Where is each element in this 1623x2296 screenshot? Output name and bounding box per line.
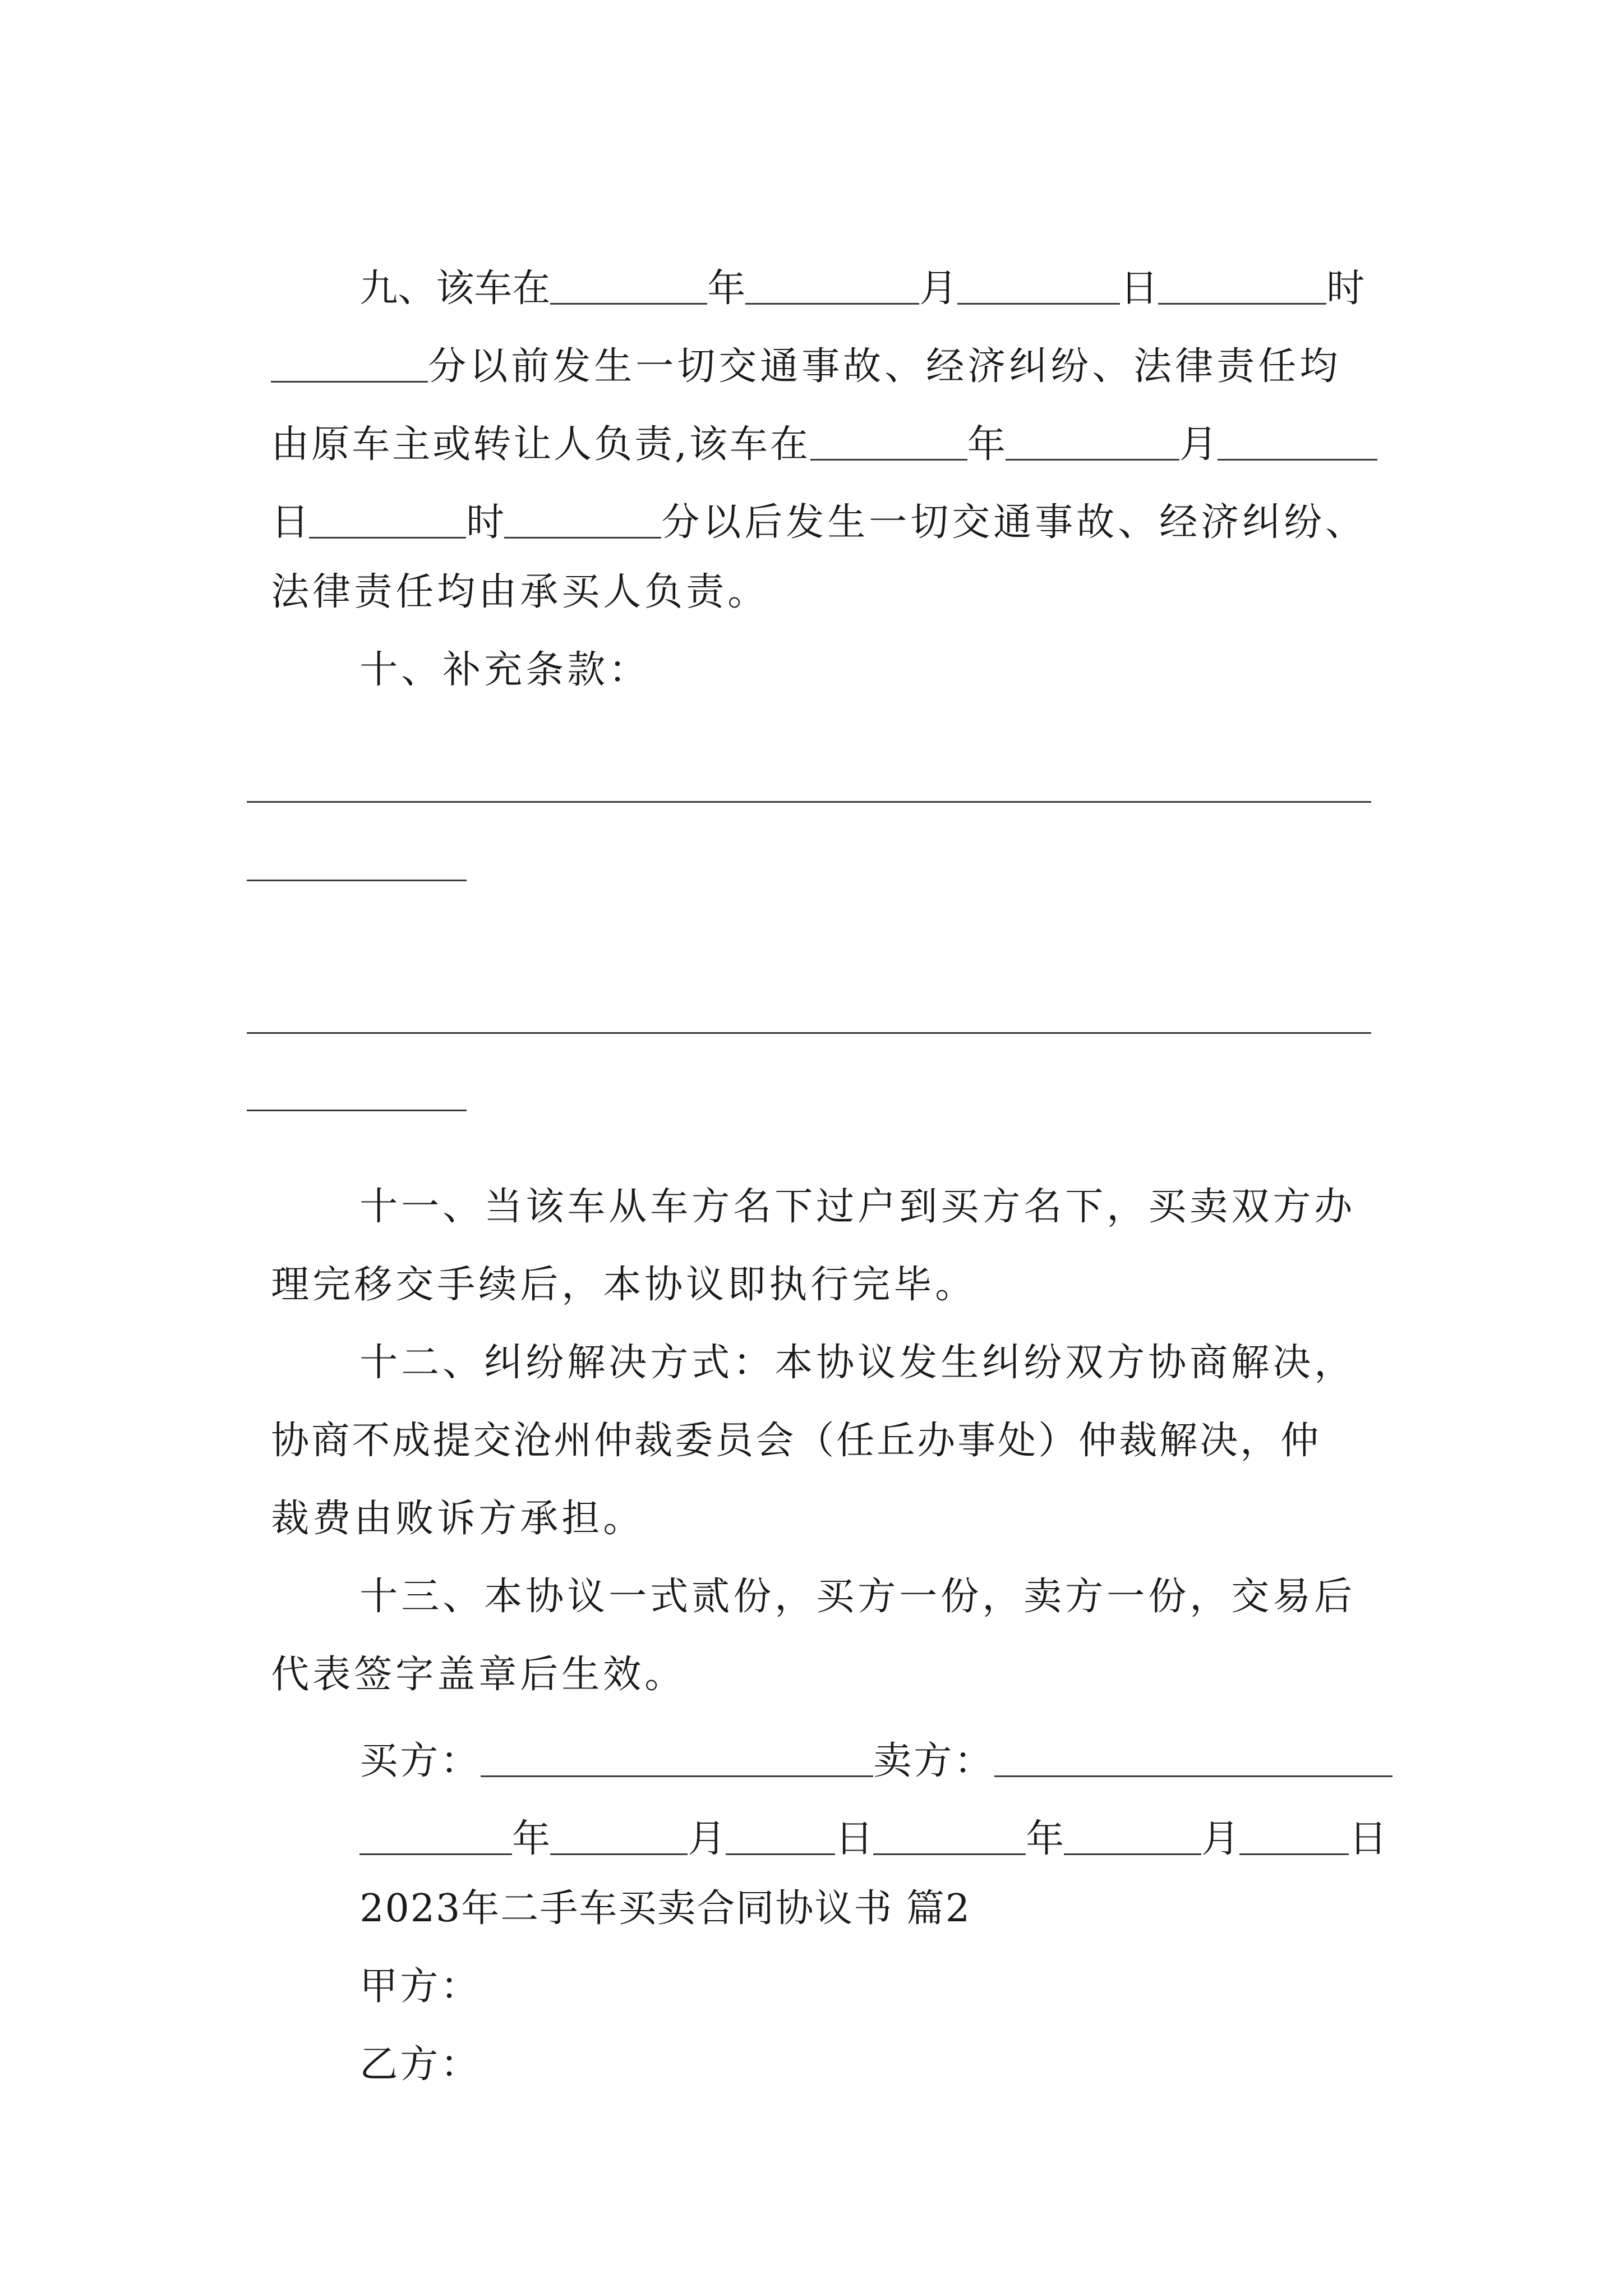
label-year: 年 <box>707 266 746 311</box>
clause12-line1-text: 十二、纠纷解决方式：本协议发生纠纷双方协商解决， <box>359 1341 1356 1385</box>
clause11-line2 <box>247 1228 977 1307</box>
seller-year-field[interactable] <box>873 1815 1026 1855</box>
clause13-line1 <box>335 1540 1356 1619</box>
buyer-label: 买方： <box>359 1739 481 1783</box>
blank-hour[interactable] <box>1158 265 1326 305</box>
supplement-line-2[interactable] <box>247 1032 1371 1034</box>
clause9-line3 <box>247 379 1377 467</box>
clause9-line2 <box>247 301 1341 389</box>
label-day-2: 日 <box>271 500 310 545</box>
clause9-line3-text: 由原车主或转让人负责,该车在 <box>271 422 810 467</box>
blank-month-2[interactable] <box>1006 421 1179 461</box>
clause9-line5-text: 法律责任均由承买人负责。 <box>271 570 769 614</box>
blank-day-2[interactable] <box>1218 421 1377 461</box>
label-year-2: 年 <box>967 422 1006 467</box>
party-a-label: 甲方： <box>359 1964 481 2009</box>
label-day: 日 <box>1120 266 1159 311</box>
clause12-line2-text: 协商不成提交沧州仲裁委员会（任丘办事处）仲裁解决，仲 <box>271 1419 1321 1463</box>
label-month: 月 <box>919 266 958 311</box>
blank-minute-2[interactable] <box>504 499 661 539</box>
seller-day-label: 日 <box>1349 1817 1387 1861</box>
clause11-line1 <box>335 1150 1356 1229</box>
clause9-line2-text: 分以前发生一切交通事故、经济纠纷、法律责任均 <box>428 344 1341 389</box>
buyer-month-field[interactable] <box>550 1815 688 1855</box>
clause13-line1-text: 十三、本协议一式贰份，买方一份，卖方一份，交易后 <box>359 1575 1356 1619</box>
section2-title <box>335 1852 971 1931</box>
clause13-line2 <box>247 1618 686 1697</box>
buyer-day-field[interactable] <box>726 1815 835 1855</box>
blank-hour-2[interactable] <box>309 499 466 539</box>
buyer-day-label: 日 <box>835 1817 874 1861</box>
supplement-line-2-tail[interactable] <box>247 1110 467 1111</box>
seller-month-label: 月 <box>1201 1817 1240 1861</box>
blank-year-2[interactable] <box>810 421 967 461</box>
buyer-signature-field[interactable] <box>481 1737 873 1777</box>
blank-minute[interactable] <box>271 343 428 383</box>
clause9-line1 <box>335 223 1365 311</box>
clause12-line1 <box>335 1306 1356 1385</box>
seller-signature-field[interactable] <box>994 1737 1393 1777</box>
seller-month-field[interactable] <box>1064 1815 1201 1855</box>
blank-year[interactable] <box>550 265 707 305</box>
supplement-line-1-tail[interactable] <box>247 880 467 881</box>
party-b <box>335 2008 481 2087</box>
seller-label: 卖方： <box>873 1739 995 1783</box>
buyer-year-label: 年 <box>512 1817 551 1861</box>
clause9-line5 <box>247 535 769 614</box>
label-month-2: 月 <box>1179 422 1218 467</box>
clause12-line3 <box>247 1462 645 1541</box>
supplement-line-1[interactable] <box>247 801 1371 803</box>
clause9-prefix: 九、该车在 <box>359 266 551 311</box>
seller-day-field[interactable] <box>1239 1815 1349 1855</box>
clause12-line3-text: 裁费由败诉方承担。 <box>271 1497 645 1541</box>
clause11-line1-text: 十一、当该车从车方名下过户到买方名下，买卖双方办 <box>359 1185 1356 1229</box>
clause9-line4 <box>247 457 1367 545</box>
clause10-title-text: 十、补充条款： <box>359 648 651 692</box>
party-b-label: 乙方： <box>359 2042 481 2087</box>
seller-year-label: 年 <box>1026 1817 1064 1861</box>
section2-title-text: 2023年二手车买卖合同协议书 篇2 <box>359 1887 971 1931</box>
clause9-line4-text: 分以后发生一切交通事故、经济纠纷、 <box>661 500 1367 545</box>
label-hour-2: 时 <box>466 500 505 545</box>
clause11-line2-text: 理完移交手续后，本协议即执行完毕。 <box>271 1263 977 1307</box>
label-hour: 时 <box>1326 266 1365 311</box>
clause12-line2 <box>247 1384 1321 1463</box>
signature-dates <box>335 1774 1387 1861</box>
buyer-year-field[interactable] <box>359 1815 512 1855</box>
blank-day[interactable] <box>957 265 1120 305</box>
clause10-title <box>335 613 651 692</box>
buyer-month-label: 月 <box>688 1817 726 1861</box>
blank-month[interactable] <box>745 265 919 305</box>
clause13-line2-text: 代表签字盖章后生效。 <box>271 1653 686 1697</box>
party-a <box>335 1930 481 2009</box>
signature-parties <box>335 1696 1393 1783</box>
